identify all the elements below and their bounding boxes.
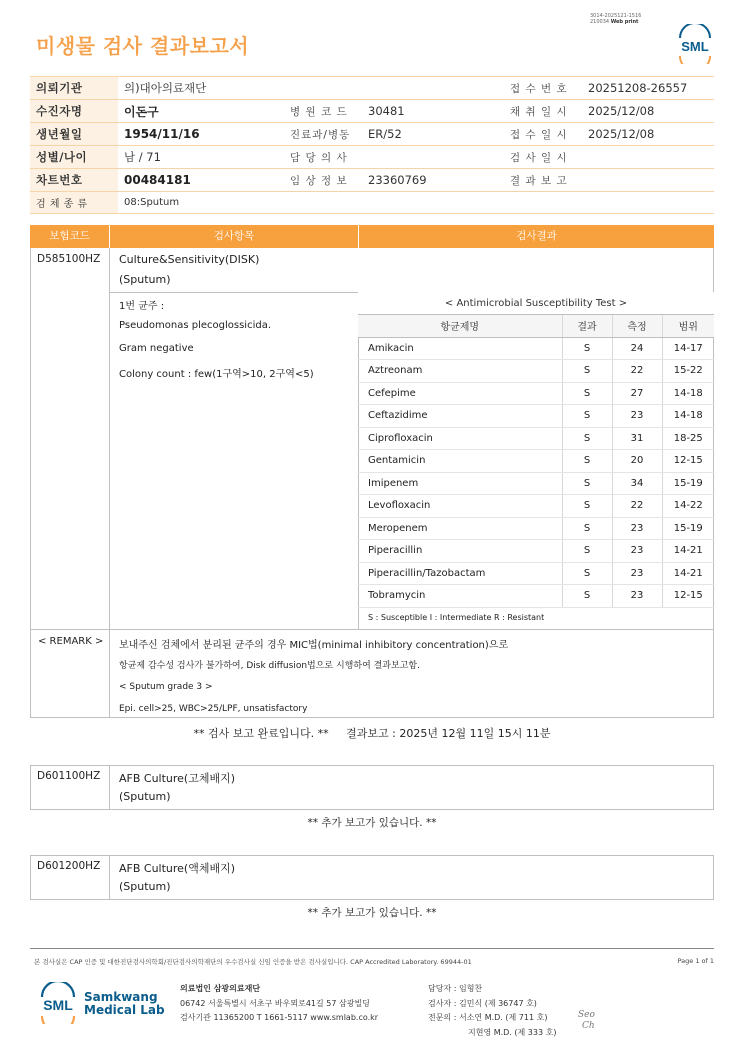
ast-row <box>358 472 714 495</box>
zone-measure: 24 <box>612 337 662 360</box>
dept-value: ER/52 <box>362 123 502 146</box>
dob-value: 1954/11/16 <box>118 123 282 146</box>
print-code <box>590 13 660 25</box>
hospital-code-label: 병 원 코 드 <box>282 100 362 123</box>
susceptibility-result: S <box>562 337 612 360</box>
cert-note: 본 검사실은 CAP 인증 및 대한진단검사의학회/진단검사의학재단의 우수검사실 신임 인증을 받은 검사실입니다. CAP Accredited Laboratory. 69944-01 <box>34 958 472 966</box>
insurance-code-header: 보험코드 <box>49 230 90 242</box>
sex-age-label: 성별/나이 <box>30 146 118 169</box>
accept-date-value: 2025/12/08 <box>582 123 714 146</box>
reference-range: 12-15 <box>662 450 714 473</box>
sex-age-value: 남 / 71 <box>118 146 282 169</box>
org-contact: 검사기관 11365200 T 1661-5117 www.smlab.co.kr <box>180 1013 379 1022</box>
specimen-value: 08:Sputum <box>118 192 714 214</box>
brand-line-1: Samkwang <box>84 990 158 1004</box>
staff-tester: 검사자 : 김민식 (제 36747 호) <box>428 998 537 1008</box>
zone-measure: 23 <box>612 517 662 540</box>
susceptibility-result: S <box>562 360 612 383</box>
reference-range: 14-18 <box>662 382 714 405</box>
org-info <box>180 982 378 1026</box>
collect-date-label: 채 취 일 시 <box>502 100 582 123</box>
ast-row <box>358 562 714 585</box>
zone-measure: 34 <box>612 472 662 495</box>
culture-test-name: Culture&Sensitivity(DISK) <box>119 253 260 266</box>
zone-measure: 22 <box>612 495 662 518</box>
hospital-code-value: 30481 <box>362 100 502 123</box>
requester-label: 의뢰기관 <box>30 77 118 100</box>
susceptibility-result: S <box>562 562 612 585</box>
ast-row <box>358 382 714 405</box>
susceptibility-result: S <box>562 450 612 473</box>
test-item-header: 검사항목 <box>213 230 255 242</box>
ast-row <box>358 517 714 540</box>
signature-2: Ch <box>582 1021 595 1031</box>
susceptibility-result: S <box>562 585 612 608</box>
antibiotic-name: Imipenem <box>358 472 562 495</box>
staff-info <box>428 982 556 1040</box>
clinical-value: 23360769 <box>362 169 502 192</box>
susceptibility-result: S <box>562 517 612 540</box>
print-code-line2 <box>590 19 660 25</box>
report-complete: ** 검사 보고 완료입니다. ** 결과보고 : 2025년 12월 11일 15시 11분 <box>193 727 551 740</box>
remark-label: < REMARK > <box>38 636 104 647</box>
staff-specialist-2: 지현영 M.D. (제 333 호) <box>468 1027 557 1037</box>
sml-logo-text: SML <box>681 39 709 54</box>
organism-name: Pseudomonas plecoglossicida. <box>119 320 272 331</box>
antibiotic-name: Amikacin <box>358 337 562 360</box>
dept-label: 진료과/병동 <box>282 123 362 146</box>
sml-footer-logo-text: SML <box>43 997 73 1013</box>
remark-line-1: 보내주신 검체에서 분리된 균주의 경우 MIC법(minimal inhibitory concentration)으로 <box>119 640 509 651</box>
patient-info-table <box>30 76 714 214</box>
ast-row <box>358 585 714 608</box>
remark-line-3: < Sputum grade 3 > <box>119 682 213 692</box>
signatures <box>578 1010 595 1032</box>
susceptibility-result: S <box>562 427 612 450</box>
name-value: 이돈구 <box>118 100 282 123</box>
ast-row <box>358 450 714 473</box>
antibiotic-name: Tobramycin <box>358 585 562 608</box>
report-value <box>582 169 714 192</box>
reference-range: 15-19 <box>662 517 714 540</box>
antibiotic-name: Aztreonam <box>358 360 562 383</box>
antibiotic-name: Cefepime <box>358 382 562 405</box>
zone-measure: 23 <box>612 540 662 563</box>
page-number: Page 1 of 1 <box>677 957 714 965</box>
receipt-no-value: 20251208-26557 <box>582 77 714 100</box>
antibiotic-name: Meropenem <box>358 517 562 540</box>
afb-solid-note: ** 추가 보고가 있습니다. ** <box>307 817 437 829</box>
collect-date-value: 2025/12/08 <box>582 100 714 123</box>
gram-stain: Gram negative <box>119 343 194 354</box>
afb-solid-specimen: (Sputum) <box>119 790 171 803</box>
doctor-label: 담 당 의 사 <box>282 146 362 169</box>
ast-row <box>358 360 714 383</box>
susceptibility-result: S <box>562 382 612 405</box>
receipt-no-label: 접 수 번 호 <box>502 77 582 100</box>
sml-footer-logo <box>36 982 80 1024</box>
reference-range: 14-21 <box>662 562 714 585</box>
chart-no-label: 차트번호 <box>30 169 118 192</box>
col-measure: 측정 <box>612 315 662 338</box>
ast-table <box>358 292 714 627</box>
culture-code: D585100HZ <box>37 253 101 265</box>
clinical-label: 임 상 정 보 <box>282 169 362 192</box>
org-address: 06742 서울특별시 서초구 바우뫼로41길 57 삼광빌딩 <box>180 998 370 1008</box>
afb-liquid-name: AFB Culture(액체배지) <box>119 862 236 875</box>
antibiotic-name: Ciprofloxacin <box>358 427 562 450</box>
zone-measure: 20 <box>612 450 662 473</box>
afb-liquid-code: D601200HZ <box>37 860 101 872</box>
zone-measure: 31 <box>612 427 662 450</box>
results-header <box>30 225 714 248</box>
dob-label: 생년월일 <box>30 123 118 146</box>
zone-measure: 23 <box>612 585 662 608</box>
org-name: 의료법인 삼광의료재단 <box>180 984 261 993</box>
zone-measure: 23 <box>612 562 662 585</box>
brand-line-2: Medical Lab <box>84 1003 165 1017</box>
susceptibility-result: S <box>562 540 612 563</box>
ast-row <box>358 540 714 563</box>
reference-range: 12-15 <box>662 585 714 608</box>
zone-measure: 23 <box>612 405 662 428</box>
reference-range: 18-25 <box>662 427 714 450</box>
reference-range: 14-22 <box>662 495 714 518</box>
brand-name <box>84 991 165 1017</box>
ast-title: < Antimicrobial Susceptibility Test > <box>358 292 714 315</box>
col-range: 범위 <box>662 315 714 338</box>
zone-measure: 27 <box>612 382 662 405</box>
afb-liquid-note: ** 추가 보고가 있습니다. ** <box>307 907 437 919</box>
antibiotic-name: Piperacillin <box>358 540 562 563</box>
susceptibility-result: S <box>562 472 612 495</box>
reference-range: 14-21 <box>662 540 714 563</box>
ast-row <box>358 427 714 450</box>
ast-row <box>358 405 714 428</box>
requester-value: 의)대아의료재단 <box>118 77 502 100</box>
doctor-value <box>362 146 502 169</box>
ast-row <box>358 495 714 518</box>
afb-liquid-specimen: (Sputum) <box>119 880 171 893</box>
ast-row <box>358 337 714 360</box>
susceptibility-result: S <box>562 405 612 428</box>
col-antibiotic: 항균제명 <box>358 315 562 338</box>
signature-1: Seo <box>578 1010 595 1020</box>
afb-solid-name: AFB Culture(고체배지) <box>119 772 236 785</box>
ast-rows <box>358 337 714 607</box>
culture-specimen: (Sputum) <box>119 273 171 286</box>
test-date-value <box>582 146 714 169</box>
sml-logo <box>674 24 716 64</box>
test-date-label: 검 사 일 시 <box>502 146 582 169</box>
zone-measure: 22 <box>612 360 662 383</box>
print-code-number: 210034 <box>590 19 610 25</box>
afb-solid-code: D601100HZ <box>37 770 101 782</box>
antibiotic-name: Gentamicin <box>358 450 562 473</box>
report-title: 미생물 검사 결과보고서 <box>36 34 250 58</box>
accept-date-label: 접 수 일 시 <box>502 123 582 146</box>
remark-line-4: Epi. cell>25, WBC>25/LPF, unsatisfactory <box>119 704 308 714</box>
remark-line-2: 항균제 감수성 검사가 불가하여, Disk diffusion법으로 시행하여 결과보고함. <box>119 661 420 671</box>
report-label: 결 과 보 고 <box>502 169 582 192</box>
chart-no-value: 00484181 <box>118 169 282 192</box>
organism-label: 1번 균주 : <box>119 301 165 312</box>
test-result-header: 검사결과 <box>516 230 557 242</box>
footer-divider <box>30 948 714 949</box>
antibiotic-name: Levofloxacin <box>358 495 562 518</box>
col-result: 결과 <box>562 315 612 338</box>
antibiotic-name: Piperacillin/Tazobactam <box>358 562 562 585</box>
specimen-label: 검 체 종 류 <box>30 192 118 214</box>
susceptibility-result: S <box>562 495 612 518</box>
reference-range: 14-17 <box>662 337 714 360</box>
colony-count: Colony count : few(1구역>10, 2구역<5) <box>119 369 314 380</box>
staff-manager: 담당자 : 임형찬 <box>428 984 483 993</box>
web-print-label: Web print <box>610 19 639 25</box>
antibiotic-name: Ceftazidime <box>358 405 562 428</box>
print-code-line1: 3014-2025121-1516 <box>590 13 642 19</box>
ast-legend: S : Susceptible I : Intermediate R : Resistant <box>368 612 545 622</box>
reference-range: 14-18 <box>662 405 714 428</box>
staff-specialist-1: 전문의 : 서소연 M.D. (제 711 호) <box>428 1013 548 1022</box>
reference-range: 15-22 <box>662 360 714 383</box>
name-label: 수진자명 <box>30 100 118 123</box>
reference-range: 15-19 <box>662 472 714 495</box>
